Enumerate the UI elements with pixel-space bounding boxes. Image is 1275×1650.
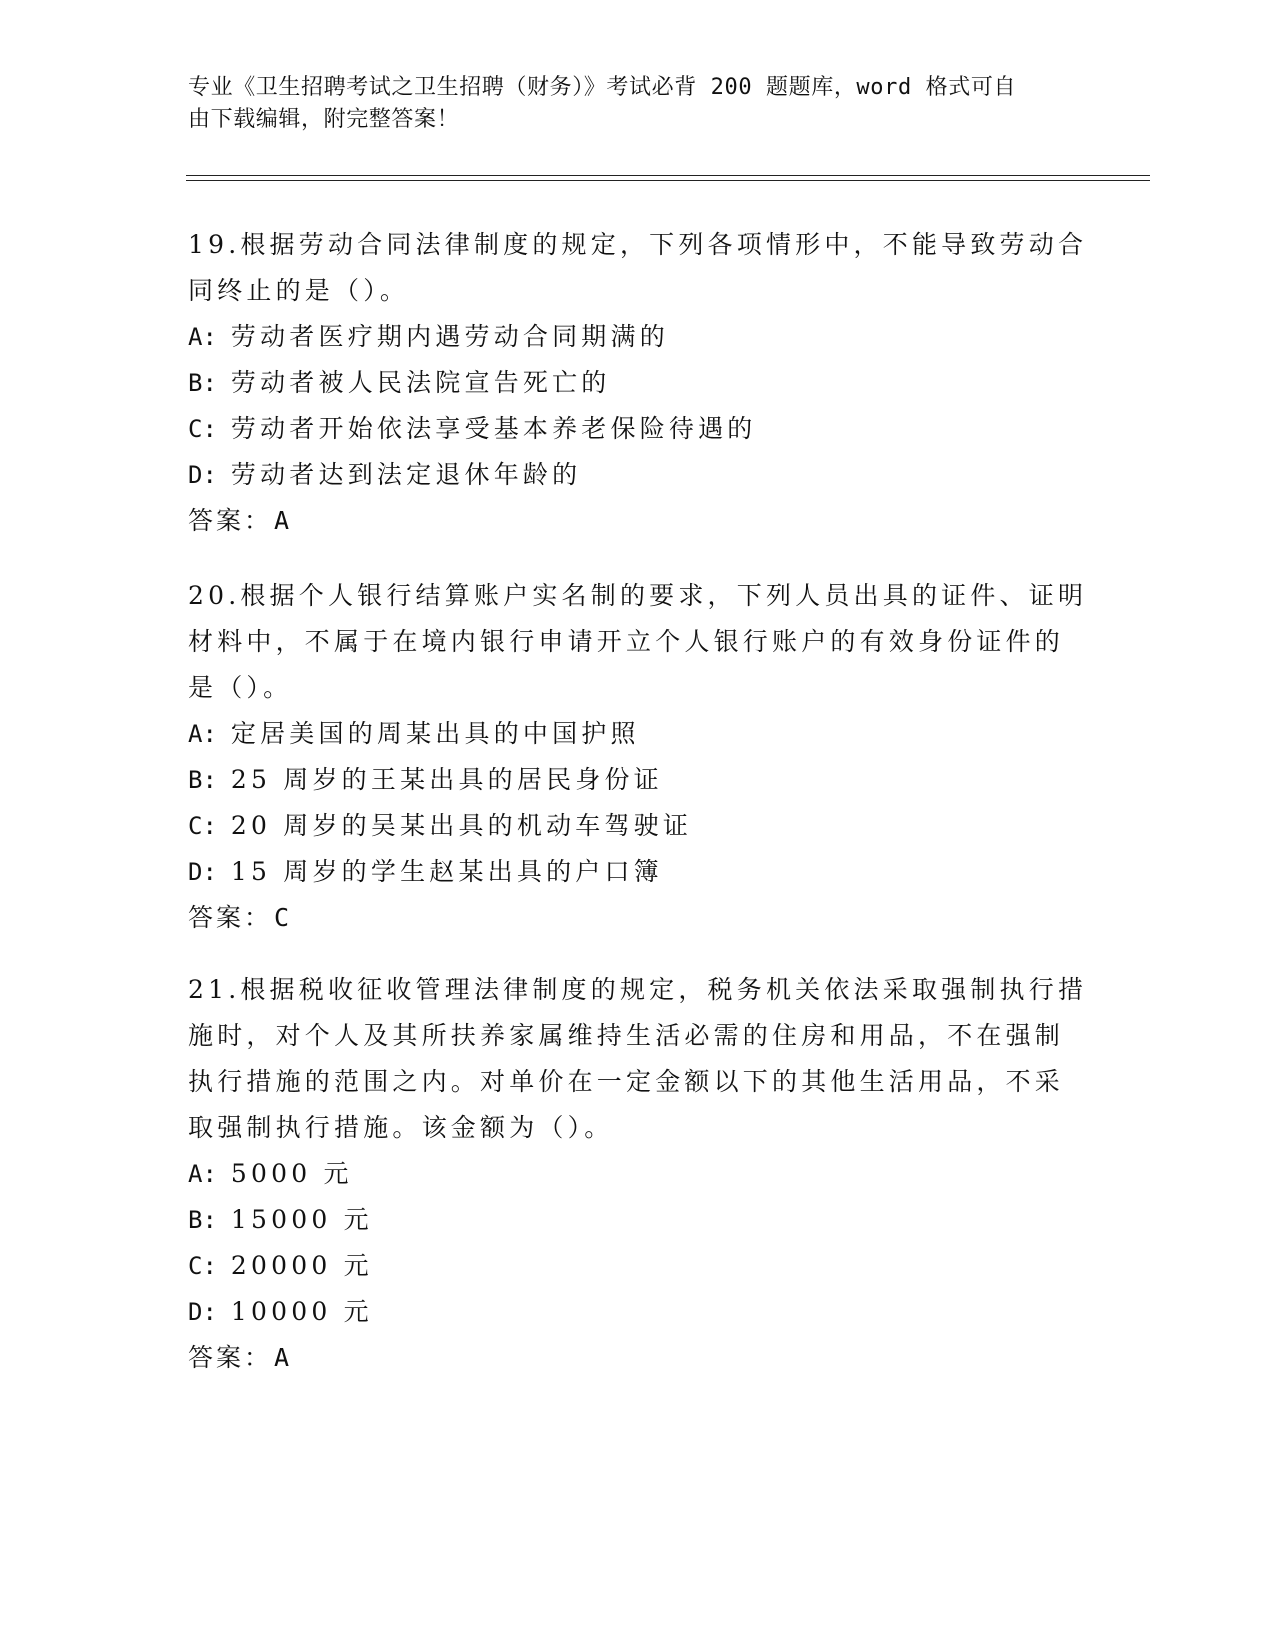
question-20 [188,573,1088,941]
option-b [188,360,1068,406]
question-stem-line: 是（）。 [188,673,293,702]
option-key: D: [188,1298,217,1326]
option-key: C: [188,812,217,840]
header-line-2: 由下载编辑，附完整答案！ [188,107,460,132]
option-text: 定居美国的周某出具的中国护照 [230,719,640,748]
option-text: 15 周岁的学生赵某出具的户口簿 [230,857,663,886]
option-d [188,452,1068,498]
option-key: B: [188,766,217,794]
option-key: D: [188,858,217,886]
option-key: A: [188,323,217,351]
option-text: 20 周岁的吴某出具的机动车驾驶证 [230,811,693,840]
option-key: B: [188,1206,217,1234]
option-text: 15000 元 [230,1205,373,1234]
option-a [188,711,1068,757]
option-key: B: [188,369,217,397]
question-stem-line: 取强制执行措施。该金额为（）。 [188,1113,614,1142]
option-text: 10000 元 [230,1297,373,1326]
option-key: A: [188,1160,217,1188]
answer [188,498,1068,544]
question-21 [188,967,1088,1381]
option-c [188,1243,1068,1289]
answer-label: 答案： [188,903,273,932]
question-19 [188,222,1088,544]
answer-label: 答案： [188,1343,273,1372]
option-text: 25 周岁的王某出具的居民身份证 [230,765,663,794]
document-header [188,72,1068,136]
option-text: 劳动者医疗期内遇劳动合同期满的 [230,322,669,351]
option-b [188,1197,1068,1243]
question-stem-line: 20.根据个人银行结算账户实名制的要求，下列人员出具的证件、证明 [188,581,1088,610]
question-stem-line: 施时，对个人及其所扶养家属维持生活必需的住房和用品，不在强制 [188,1021,1065,1050]
option-a [188,314,1068,360]
option-text: 劳动者达到法定退休年龄的 [230,460,582,489]
question-stem-line: 19.根据劳动合同法律制度的规定，下列各项情形中，不能导致劳动合 [188,230,1088,259]
question-stem-line: 材料中，不属于在境内银行申请开立个人银行账户的有效身份证件的 [188,627,1065,656]
option-d [188,849,1068,895]
option-d [188,1289,1068,1335]
option-text: 5000 元 [230,1159,353,1188]
option-key: D: [188,461,217,489]
answer-value: C [274,903,292,932]
answer-value: A [274,506,292,535]
header-line-1: 专业《卫生招聘考试之卫生招聘（财务）》考试必背 200 题题库，word 格式可自 [188,75,1017,100]
question-stem-line: 21.根据税收征收管理法律制度的规定，税务机关依法采取强制执行措 [188,975,1088,1004]
option-c [188,406,1068,452]
option-key: A: [188,720,217,748]
question-stem-line: 同终止的是（）。 [188,276,410,305]
option-text: 劳动者开始依法享受基本养老保险待遇的 [230,414,757,443]
option-text: 20000 元 [230,1251,373,1280]
option-b [188,757,1068,803]
option-c [188,803,1068,849]
option-a [188,1151,1068,1197]
answer [188,1335,1068,1381]
answer-label: 答案： [188,506,273,535]
header-divider [186,175,1150,181]
answer-value: A [274,1343,292,1372]
answer [188,895,1068,941]
option-text: 劳动者被人民法院宣告死亡的 [230,368,611,397]
question-stem-line: 执行措施的范围之内。对单价在一定金额以下的其他生活用品，不采 [188,1067,1065,1096]
option-key: C: [188,415,217,443]
option-key: C: [188,1252,217,1280]
